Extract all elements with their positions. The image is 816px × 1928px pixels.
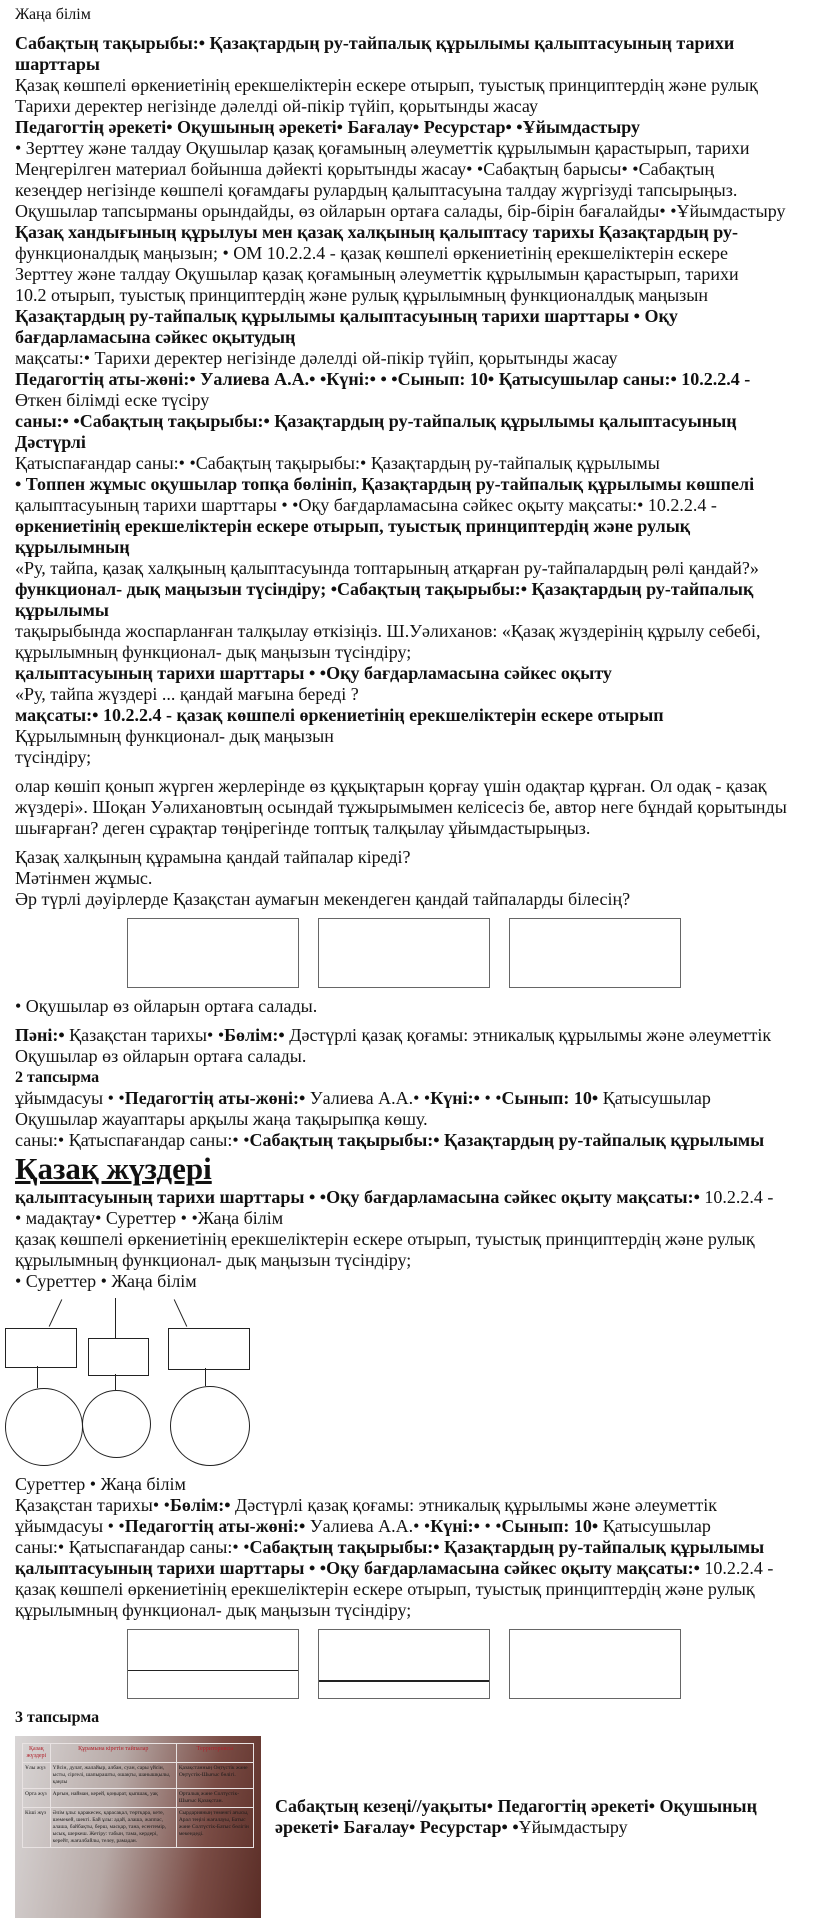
text-line: «Ру, тайпа жүздері ... қандай мағына береді ?: [15, 684, 359, 704]
kazakh-zhuzes-table-image: [15, 1736, 261, 1918]
text-line: Педагогтің әрекеті• Оқушының әрекеті• Бағалау• Ресурстар• •Ұйымдастыру: [15, 117, 641, 137]
text-line: құрылымның функционал- дық маңызын түсіндіру;: [15, 642, 412, 662]
cell-zhuz: Ұлы жүз: [23, 1763, 51, 1789]
cell-territory: Сырдарияның төменгі ағысы, Арал теңізі жағалауы, Батыс және Солтүстік-Батыс бөлігін мекендеді.: [176, 1808, 253, 1848]
text-line: «Ру, тайпа, қазақ халқының қалыптасуында топтарының атқарған ру-тайпалардың рөлі қандай?»: [15, 558, 759, 578]
text-line: тақырыбында жоспарланған талқылау өткізіңіз. Ш.Уәлиханов: «Қазақ жүздерінің құрылу себебі,: [15, 621, 761, 641]
cell-tribes: Арғын, найман, керей, қоңырат, қыпшақ, уақ: [50, 1789, 176, 1808]
table-row: [23, 1789, 254, 1808]
text-line: саны:• •Сабақтың тақырыбы:• Қазақтардың ру-тайпалық құрылымы қалыптасуының Дәстүрлі: [15, 411, 737, 452]
diagram-box: [5, 1328, 77, 1368]
plan-line: құрылымның функционал- дық маңызын түсіндіру;: [15, 1600, 412, 1620]
footer-line: Сабақтың кезеңі//уақыты• Педагогтің әрекеті• Оқушының: [275, 1796, 757, 1816]
text-line: мақсаты:• Тарихи деректер негізінде дәлелді ой-пікір түйіп, қорытынды жасау: [15, 348, 618, 368]
divider: [319, 1680, 489, 1682]
answer-box: [509, 1629, 681, 1699]
plan-line: қалыптасуының тарихи шарттары • •Оқу бағдарламасына сәйкес оқыту мақсаты:• 10.2.2.4 -: [15, 1558, 774, 1578]
question-tribes: Қазақ халқының құрамына қандай тайпалар кіреді?: [15, 847, 411, 867]
text-line: кезеңдер негізінде көшпелі қоғамдағы рулардың қалыптасуына талдау жүргізуді тапсырыңыз.: [15, 180, 738, 200]
plan-line: саны:• Қатыспағандар саны:• •Сабақтың тақырыбы:• Қазақтардың ру-тайпалық құрылымы: [15, 1130, 765, 1150]
text-line: қалыптасуының тарихи шарттары • •Оқу бағдарламасына сәйкес оқыту мақсаты:• 10.2.2.4 -: [15, 495, 717, 515]
cell-tribes: Үйсін, дулат, жалайыр, албан, суан, сары үйсін, ысты, сіргелі, шапырашты, ошақты, шанышқылы, қаңлы: [50, 1763, 176, 1789]
zhuz-table: [22, 1743, 254, 1848]
text-line: түсіндіру;: [15, 747, 92, 767]
text-line: Қазақ көшпелі өркениетінің ерекшеліктерін ескере отырып, туыстық принциптердің және рулық: [15, 75, 758, 95]
lower-box-row: [127, 1629, 801, 1699]
connector-line: [174, 1299, 188, 1327]
answer-box-row: [127, 918, 801, 988]
diagram-circle: [170, 1386, 250, 1466]
text-line: Қазақ хандығының құрылуы мен қазақ халқының қалыптасу тарихы Қазақтардың ру-: [15, 222, 739, 242]
kazakh-zhuzes-title: Қазақ жүздері: [15, 1151, 212, 1186]
plan-line: қалыптасуының тарихи шарттары • •Оқу бағдарламасына сәйкес оқыту мақсаты:• 10.2.2.4 -: [15, 1187, 774, 1207]
task-2-heading: 2 тапсырма: [15, 1069, 100, 1086]
diagram-box: [88, 1338, 149, 1376]
plan-line: қазақ көшпелі өркениетінің ерекшеліктерін ескере отырып, туыстық принциптердің және рулық: [15, 1579, 755, 1599]
text-line: Құрылымның функционал- дық маңызын: [15, 726, 334, 746]
footer: [275, 1736, 801, 1838]
text-line: • Зерттеу және талдау Оқушылар қазақ қоғамының әлеуметтік құрылымын қарастырып, тарихи: [15, 138, 750, 158]
paragraph-line: жүздері». Шоқан Уәлихановтың осындай тұжырымымен келісесіз бе, автор неге бұндай қорытынды: [15, 797, 787, 817]
text-line: 10.2 отырып, туыстық принциптердің және рулық құрылымның функционалдық маңызын: [15, 285, 709, 305]
text-line: • Топпен жұмыс оқушылар топқа бөлініп, Қазақтардың ру-тайпалық құрылымы көшпелі: [15, 474, 755, 494]
table-row: [23, 1808, 254, 1848]
transition-text: Оқушылар жауаптары арқылы жаңа тақырыпқа көшу.: [15, 1109, 428, 1129]
diagram-circle: [82, 1390, 151, 1458]
text-line: қалыптасуының тарихи шарттары • •Оқу бағдарламасына сәйкес оқыту: [15, 663, 612, 683]
answer-box: [127, 1629, 299, 1699]
cell-territory: Орталық және Солтүстік-Шығыс Қазақстан.: [176, 1789, 253, 1808]
answer-box: [318, 1629, 490, 1699]
plan-line: құрылымның функционал- дық маңызын түсіндіру;: [15, 1250, 412, 1270]
footer-line: әрекеті• Бағалау• Ресурстар• •Ұйымдастыру: [275, 1817, 628, 1837]
students-share-overlap: Оқушылар өз ойларын ортаға салады.: [15, 1046, 307, 1066]
text-line: Зерттеу және талдау Оқушылар қазақ қоғамының әлеуметтік құрылымын қарастырып, тарихи: [15, 264, 739, 284]
page-header: Жаңа білім: [15, 6, 91, 23]
students-share: • Оқушылар өз ойларын ортаға салады.: [15, 996, 318, 1016]
plan-line: Қазақстан тарихы• •Бөлім:• Дәстүрлі қазақ қоғамы: этникалық құрылымы және әлеуметтік: [15, 1495, 717, 1515]
cell-tribes: Әлім ұлы: қаракесек, қарасақал, төртқара, кете, шөмекей, шекті. Бай ұлы: адай, алаша, жаппас, алаша, байбақты, берш, масқар, тана, есентемір, ысық, шеркеш. Жетіру: табын, тама, кердері, керейт, жағалбайлы, телеу, рамадан.: [50, 1808, 176, 1848]
plan-line: саны:• Қатыспағандар саны:• •Сабақтың тақырыбы:• Қазақтардың ру-тайпалық құрылымы: [15, 1537, 765, 1557]
table-header: Құрамына кіретін тайпалар: [50, 1744, 176, 1763]
answer-box: [127, 918, 299, 988]
cell-territory: Қазақстанның Оңтүстік және Оңтүстік-Шығыс бөлігі.: [176, 1763, 253, 1789]
pictures-line: Суреттер • Жаңа білім: [15, 1474, 186, 1494]
connector-line: [115, 1374, 116, 1390]
pictures-line: • Суреттер • Жаңа білім: [15, 1271, 197, 1291]
praise-line: • мадақтау• Суреттер • •Жаңа білім: [15, 1208, 284, 1228]
plan-line: қазақ көшпелі өркениетінің ерекшеліктерін ескере отырып, туыстық принциптердің және рулық: [15, 1229, 755, 1249]
bottom-section: [15, 1736, 801, 1918]
answer-box: [509, 918, 681, 988]
text-line: Тарихи деректер негізінде дәлелді ой-пікір түйіп, қорытынды жасау: [15, 96, 538, 116]
diagram-box: [168, 1328, 250, 1370]
paragraph-line: шығарған? деген сұрақтар төңірегінде топтық талқылау ұйымдастырыңыз.: [15, 818, 591, 838]
connector-line: [205, 1368, 206, 1386]
plan-line: ұйымдасуы • •Педагогтің аты-жөні:• Уалиева А.А.• •Күні:• • •Сынып: 10• Қатысушылар: [15, 1516, 711, 1536]
answer-box: [318, 918, 490, 988]
connector-line: [37, 1366, 38, 1388]
text-line: Өткен білімді еске түсіру: [15, 390, 210, 410]
task-3-heading: 3 тапсырма: [15, 1709, 100, 1726]
text-line: Қатыспағандар саны:• •Сабақтың тақырыбы:• Қазақтардың ру-тайпалық құрылымы: [15, 453, 660, 473]
text-line: Меңгерілген материал бойынша дәйекті қорытынды жасау• •Сабақтың барысы• •Сабақтың: [15, 159, 715, 179]
table-header: Территориясы: [176, 1744, 253, 1763]
text-line: мақсаты:• 10.2.2.4 - қазақ көшпелі өркениетінің ерекшеліктерін ескере отырып: [15, 705, 664, 725]
question-epochs: Әр түрлі дәуірлерде Қазақстан аумағын мекендеген қандай тайпаларды білесің?: [15, 889, 631, 909]
text-line: Оқушылар тапсырманы орындайды, өз ойларын ортаға салады, бір-бірін бағалайды• •Ұйымдастыру: [15, 201, 786, 221]
text-line: өркениетінің ерекшеліктерін ескере отырып, туыстық принциптердің және рулық құрылымның: [15, 516, 691, 557]
divider: [128, 1670, 298, 1671]
plan-line: ұйымдасуы • •Педагогтің аты-жөні:• Уалиева А.А.• •Күні:• • •Сынып: 10• Қатысушылар: [15, 1088, 711, 1108]
text-line: Сабақтың тақырыбы:• Қазақтардың ру-тайпалық құрылымы қалыптасуының тарихи шарттары: [15, 33, 735, 74]
paragraph-line: олар көшіп қонып жүрген жерлерінде өз құқықтарын қорғау үшін одақтар құрған. Ол одақ - қазақ: [15, 776, 767, 796]
cell-zhuz: Орта жүз: [23, 1789, 51, 1808]
text-line: функционалдық маңызын; • ОМ 10.2.2.4 - қазақ көшпелі өркениетінің ерекшеліктерін ескере: [15, 243, 728, 263]
tribes-diagram: [15, 1298, 275, 1468]
diagram-circle: [5, 1388, 83, 1466]
text-line: Қазақтардың ру-тайпалық құрылымы қалыптасуының тарихи шарттары • Оқу бағдарламасына сәйкес оқытудың: [15, 306, 678, 347]
table-row: [23, 1763, 254, 1789]
text-line: функционал- дық маңызын түсіндіру; •Сабақтың тақырыбы:• Қазақтардың ру-тайпалық құрылымы: [15, 579, 754, 620]
overlapping-text-block: [15, 33, 801, 768]
cell-zhuz: Кіші жүз: [23, 1808, 51, 1848]
table-header: Қазақ жүздері: [23, 1744, 51, 1763]
plan-line: Пәні:• Қазақстан тарихы• •Бөлім:• Дәстүрлі қазақ қоғамы: этникалық құрылымы және әлеуметтік: [15, 1025, 772, 1045]
connector-line: [115, 1298, 116, 1338]
text-work-label: Мәтінмен жұмыс.: [15, 868, 153, 888]
text-line: Педагогтің аты-жөні:• Уалиева А.А.• •Күні:• • •Сынып: 10• Қатысушылар саны:• 10.2.2.4 -: [15, 369, 751, 389]
connector-line: [49, 1299, 63, 1327]
